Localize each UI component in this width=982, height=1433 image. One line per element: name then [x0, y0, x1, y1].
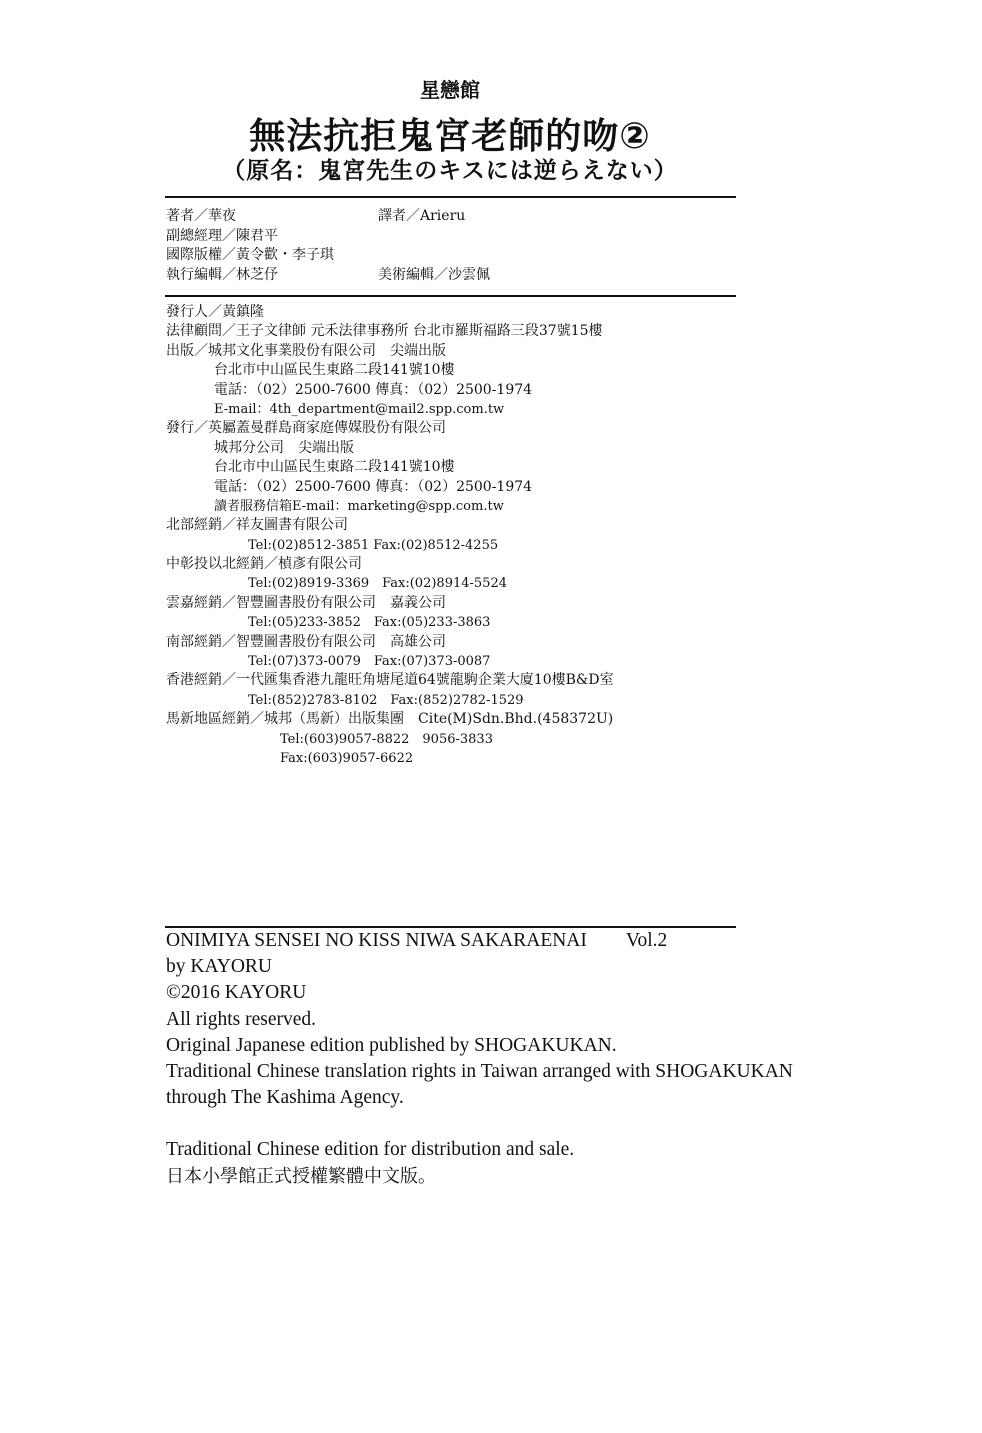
credit-row: [166, 266, 490, 286]
dealer-contact: Tel:(852)2783-8102 Fax:(852)2782-1529: [248, 692, 524, 708]
dealer-name: 北部經銷／祥友圖書有限公司: [166, 517, 348, 534]
distribute-line: 發行／英屬蓋曼群島商家庭傳媒股份有限公司: [166, 420, 446, 437]
publish-address: 台北市中山區民生東路二段141號10樓: [214, 362, 455, 379]
malaysia-tel: Tel:(603)9057-8822 9056-3833: [280, 731, 493, 747]
credit-row: [166, 246, 490, 266]
distribute-email: 讀者服務信箱E-mail：marketing@spp.com.tw: [214, 498, 504, 514]
rights-line: through The Kashima Agency.: [166, 1087, 404, 1109]
original-title: （原名：鬼宮先生のキスには逆らえない）: [222, 158, 678, 184]
malaysia-dealer: 馬新地區經銷／城邦（馬新）出版集團 Cite(M)Sdn.Bhd.(458372U): [166, 711, 614, 728]
credit-translator: 譯者／Arieru: [378, 208, 466, 224]
credit-art-editor: 美術編輯／沙雲佩: [378, 266, 490, 283]
distribute-address: 台北市中山區民生東路二段141號10樓: [214, 459, 455, 476]
rights-notice: [166, 928, 793, 1190]
credit-author: 著者／華夜: [166, 208, 236, 224]
distribution-note: Traditional Chinese edition for distribution and sale.: [166, 1139, 575, 1161]
dealer-contact: Tel:(07)373-0079 Fax:(07)373-0087: [248, 654, 491, 670]
credit-editor: 執行編輯／林芝伃: [166, 266, 278, 283]
book-title: 無法抗拒鬼宮老師的吻②: [249, 116, 651, 157]
publish-email: E-mail：4th_department@mail2.spp.com.tw: [214, 401, 505, 417]
spacer: [166, 1111, 793, 1137]
issuer-line: 發行人／黃鎮隆: [166, 304, 264, 320]
credit-row: [166, 227, 490, 247]
rights-line: Original Japanese edition published by SHOGAKUKAN.: [166, 1034, 617, 1056]
rights-line: by KAYORU: [166, 956, 273, 978]
malaysia-fax: Fax:(603)9057-6622: [280, 750, 414, 766]
dealer-contact: Tel:(02)8512-3851 Fax:(02)8512-4255: [248, 537, 499, 553]
dealer-contact: Tel:(02)8919-3369 Fax:(02)8914-5524: [248, 576, 507, 592]
legal-line: 法律顧問／王子文律師 元禾法律事務所 台北市羅斯福路三段37號15樓: [166, 323, 603, 340]
dealer-name: 雲嘉經銷／智豐圖書股份有限公司 嘉義公司: [166, 594, 446, 611]
publish-phone: 電話：（02）2500-7600 傳真：（02）2500-1974: [214, 381, 533, 398]
publisher-info: [166, 303, 614, 768]
rights-line: Traditional Chinese translation rights in Taiwan arranged with SHOGAKUKAN: [166, 1061, 793, 1083]
dealer-contact: Tel:(05)233-3852 Fax:(05)233-3863: [248, 615, 491, 631]
publish-line: 出版／城邦文化事業股份有限公司 尖端出版: [166, 342, 446, 359]
staff-credits: [166, 207, 490, 285]
divider-top: [165, 196, 736, 198]
official-license-note: 日本小學館正式授權繁體中文版。: [166, 1165, 436, 1187]
credit-vice-gm: 副總經理／陳君平: [166, 227, 278, 244]
dealer-name: 香港經銷／一代匯集香港九龍旺角塘尾道64號龍駒企業大廈10樓B&D室: [166, 672, 614, 689]
credit-intl-rights: 國際版權／黃令歡・李子琪: [166, 247, 334, 263]
dealer-name: 南部經銷／智豐圖書股份有限公司 高雄公司: [166, 633, 446, 650]
imprint-name: 星戀館: [420, 78, 480, 102]
rights-line: All rights reserved.: [166, 1008, 317, 1030]
distribute-branch: 城邦分公司 尖端出版: [214, 439, 354, 456]
credit-row: [166, 207, 490, 227]
divider-middle: [165, 295, 736, 297]
rights-line: ©2016 KAYORU: [166, 982, 307, 1004]
dealer-name: 中彰投以北經銷／楨彥有限公司: [166, 556, 362, 573]
distribute-phone: 電話：（02）2500-7600 傳真：（02）2500-1974: [214, 478, 533, 495]
original-title-romaji: ONIMIYA SENSEI NO KISS NIWA SAKARAENAI Vol.2: [166, 930, 668, 951]
